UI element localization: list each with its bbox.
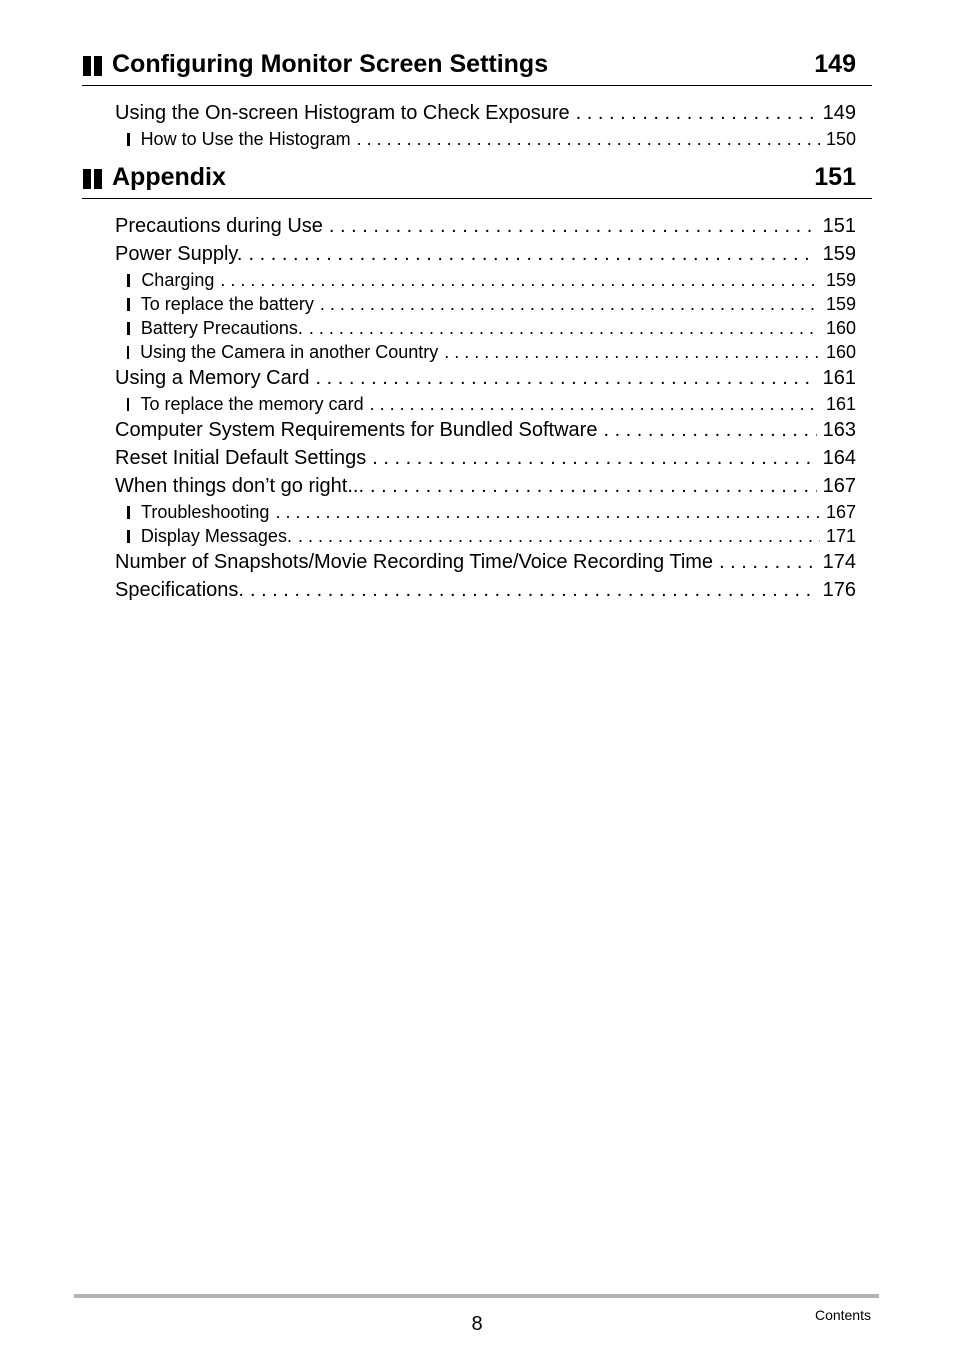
footer-divider [74,1294,879,1298]
toc-entry[interactable] [115,212,872,240]
toc-subentry[interactable] [127,392,872,416]
toc-section-monitor-screen [82,50,872,151]
toc-entry-page: 163 [822,419,856,441]
toc-entry-title: Charging [141,270,215,290]
dot-leader [309,316,820,340]
toc-entry-page: 161 [822,367,856,389]
dot-leader [372,444,816,472]
toc-entry[interactable] [115,240,872,268]
toc-entry-page: 167 [825,502,856,522]
toc-entry[interactable] [115,548,872,576]
toc-entry-page: 149 [822,102,856,124]
toc-entry-title: Using the On-screen Histogram to Check Exposure [115,102,570,124]
bullet-icon [127,530,130,543]
toc-entry-page: 159 [822,243,856,265]
dot-leader [370,392,820,416]
dot-leader [316,364,817,392]
toc-entry-page: 174 [822,551,856,573]
toc-entry-title: Number of Snapshots/Movie Recording Time/Voice Recording Time [115,551,714,573]
toc-entry-page: 176 [822,579,856,601]
toc-entry[interactable] [115,416,872,444]
toc-entry[interactable] [115,444,872,472]
toc-entry-list [82,212,872,604]
dot-leader [320,292,820,316]
toc-entry-page: 167 [822,475,856,497]
toc-entry-title: How to Use the Histogram [140,129,351,149]
bullet-icon [127,506,130,519]
toc-entry-title: To replace the battery [140,294,314,314]
dot-leader [275,500,820,524]
toc-section-appendix [82,163,872,604]
dot-leader [298,524,820,548]
toc-entry-page: 159 [825,270,856,290]
toc-entry-page: 164 [822,447,856,469]
dot-leader [250,576,817,604]
dot-leader [719,548,817,576]
bullet-icon [127,346,129,359]
toc-entry-page: 171 [825,526,856,546]
bullet-icon [127,298,130,311]
section-title: Configuring Monitor Screen Settings [112,50,549,78]
bullet-icon [127,322,130,335]
toc-subentry[interactable] [127,316,872,340]
toc-entry-page: 159 [825,294,856,314]
toc-entry-list [82,99,872,151]
toc-entry-title: Troubleshooting [141,502,270,522]
dot-leader [357,127,820,151]
toc-entry-title: Precautions during Use [115,215,323,237]
section-heading[interactable] [82,163,872,199]
dot-leader [576,99,817,127]
toc-entry-title: Computer System Requirements for Bundled Software [115,419,598,441]
footer-contents-link[interactable]: Contents [814,1307,871,1323]
toc-entry-title: Power Supply. [115,243,243,265]
dot-leader [248,240,816,268]
dot-leader [603,416,816,444]
toc-subentry[interactable] [127,268,872,292]
section-marker-icon [83,169,103,189]
toc-entry-page: 151 [822,215,856,237]
toc-entry-title: When things don’t go right... [115,475,365,497]
toc-subentry[interactable] [127,500,872,524]
toc-entry-title: Specifications. [115,579,244,601]
toc-entry-page: 150 [825,129,856,149]
dot-leader [444,340,820,364]
section-marker-icon [83,56,103,76]
toc-entry[interactable] [115,99,872,127]
toc-entry-page: 160 [825,342,856,362]
section-title: Appendix [112,163,226,191]
toc-subentry[interactable] [127,524,872,548]
toc-entry-page: 161 [825,394,856,414]
dot-leader [329,212,817,240]
page-number: 8 [471,1313,483,1335]
toc-entry[interactable] [115,472,872,500]
toc-entry-title: Battery Precautions. [140,318,303,338]
toc-subentry[interactable] [127,292,872,316]
toc-entry-title: Display Messages. [140,526,292,546]
toc-entry[interactable] [115,576,872,604]
toc-entry[interactable] [115,364,872,392]
toc-entry-page: 160 [825,318,856,338]
toc-entry-title: Using a Memory Card [115,367,310,389]
dot-leader [370,472,817,500]
bullet-icon [127,398,129,411]
section-heading[interactable] [82,50,872,86]
section-page-number: 149 [814,50,856,78]
section-page-number: 151 [814,163,856,191]
toc-subentry[interactable] [127,127,872,151]
toc-entry-title: Using the Camera in another Country [140,342,439,362]
dot-leader [220,268,820,292]
bullet-icon [127,133,130,146]
toc-entry-title: To replace the memory card [140,394,364,414]
bullet-icon [127,274,130,287]
toc-entry-title: Reset Initial Default Settings [115,447,367,469]
toc-subentry[interactable] [127,340,872,364]
